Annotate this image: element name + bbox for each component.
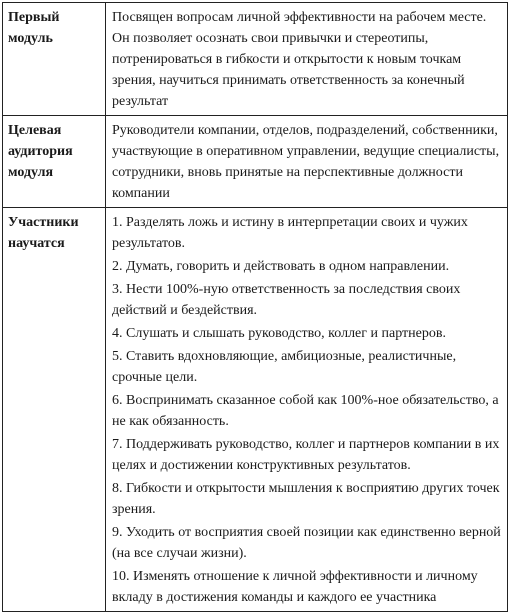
row-label: Участники научатся: [3, 208, 106, 612]
list-item: 7. Поддерживать руководство, коллег и партнеров компании в их целях и достижении конструктивных результатов.: [112, 437, 500, 473]
row-label: Целевая аудитория модуля: [3, 116, 106, 208]
module-description-table: [2, 2, 508, 612]
list-item: 4. Слушать и слышать руководство, коллег и партнеров.: [112, 326, 446, 341]
table-row-first-module: [3, 3, 508, 116]
list-item: 1. Разделять ложь и истину в интерпретации своих и чужих результатов.: [112, 215, 468, 251]
row-content: Посвящен вопросам личной эффективности на рабочем месте. Он позволяет осознать свои привычки и стереотипы, потренироваться в гибкости и открытости к новым точкам зрения, научиться принимать ответственность за конечный результат: [106, 3, 508, 116]
list-item: 2. Думать, говорить и действовать в одном направлении.: [112, 259, 450, 274]
table-row-target-audience: [3, 116, 508, 208]
row-label: Первый модуль: [3, 3, 106, 116]
row-content: Руководители компании, отделов, подразделений, собственники, участвующие в оперативном управлении, ведущие специалисты, сотрудники, вновь принятые на перспективные должности компании: [106, 116, 508, 208]
list-item: 5. Ставить вдохновляющие, амбициозные, реалистичные, срочные цели.: [112, 349, 457, 385]
list-item: 8. Гибкости и открытости мышления к восприятию других точек зрения.: [112, 481, 500, 517]
table-row-learning-outcomes: [3, 208, 508, 612]
outcomes-list: [106, 208, 508, 612]
list-item: 9. Уходить от восприятия своей позиции как единственно верной (на все случаи жизни).: [112, 525, 501, 561]
list-item: 3. Нести 100%-ную ответственность за последствия своих действий и бездействия.: [112, 282, 461, 318]
list-item: 6. Воспринимать сказанное собой как 100%-ное обязательство, а не как обязанность.: [112, 393, 499, 429]
list-item: 10. Изменять отношение к личной эффективности и личному вкладу в достижения команды и каждого ее участника: [112, 569, 478, 605]
